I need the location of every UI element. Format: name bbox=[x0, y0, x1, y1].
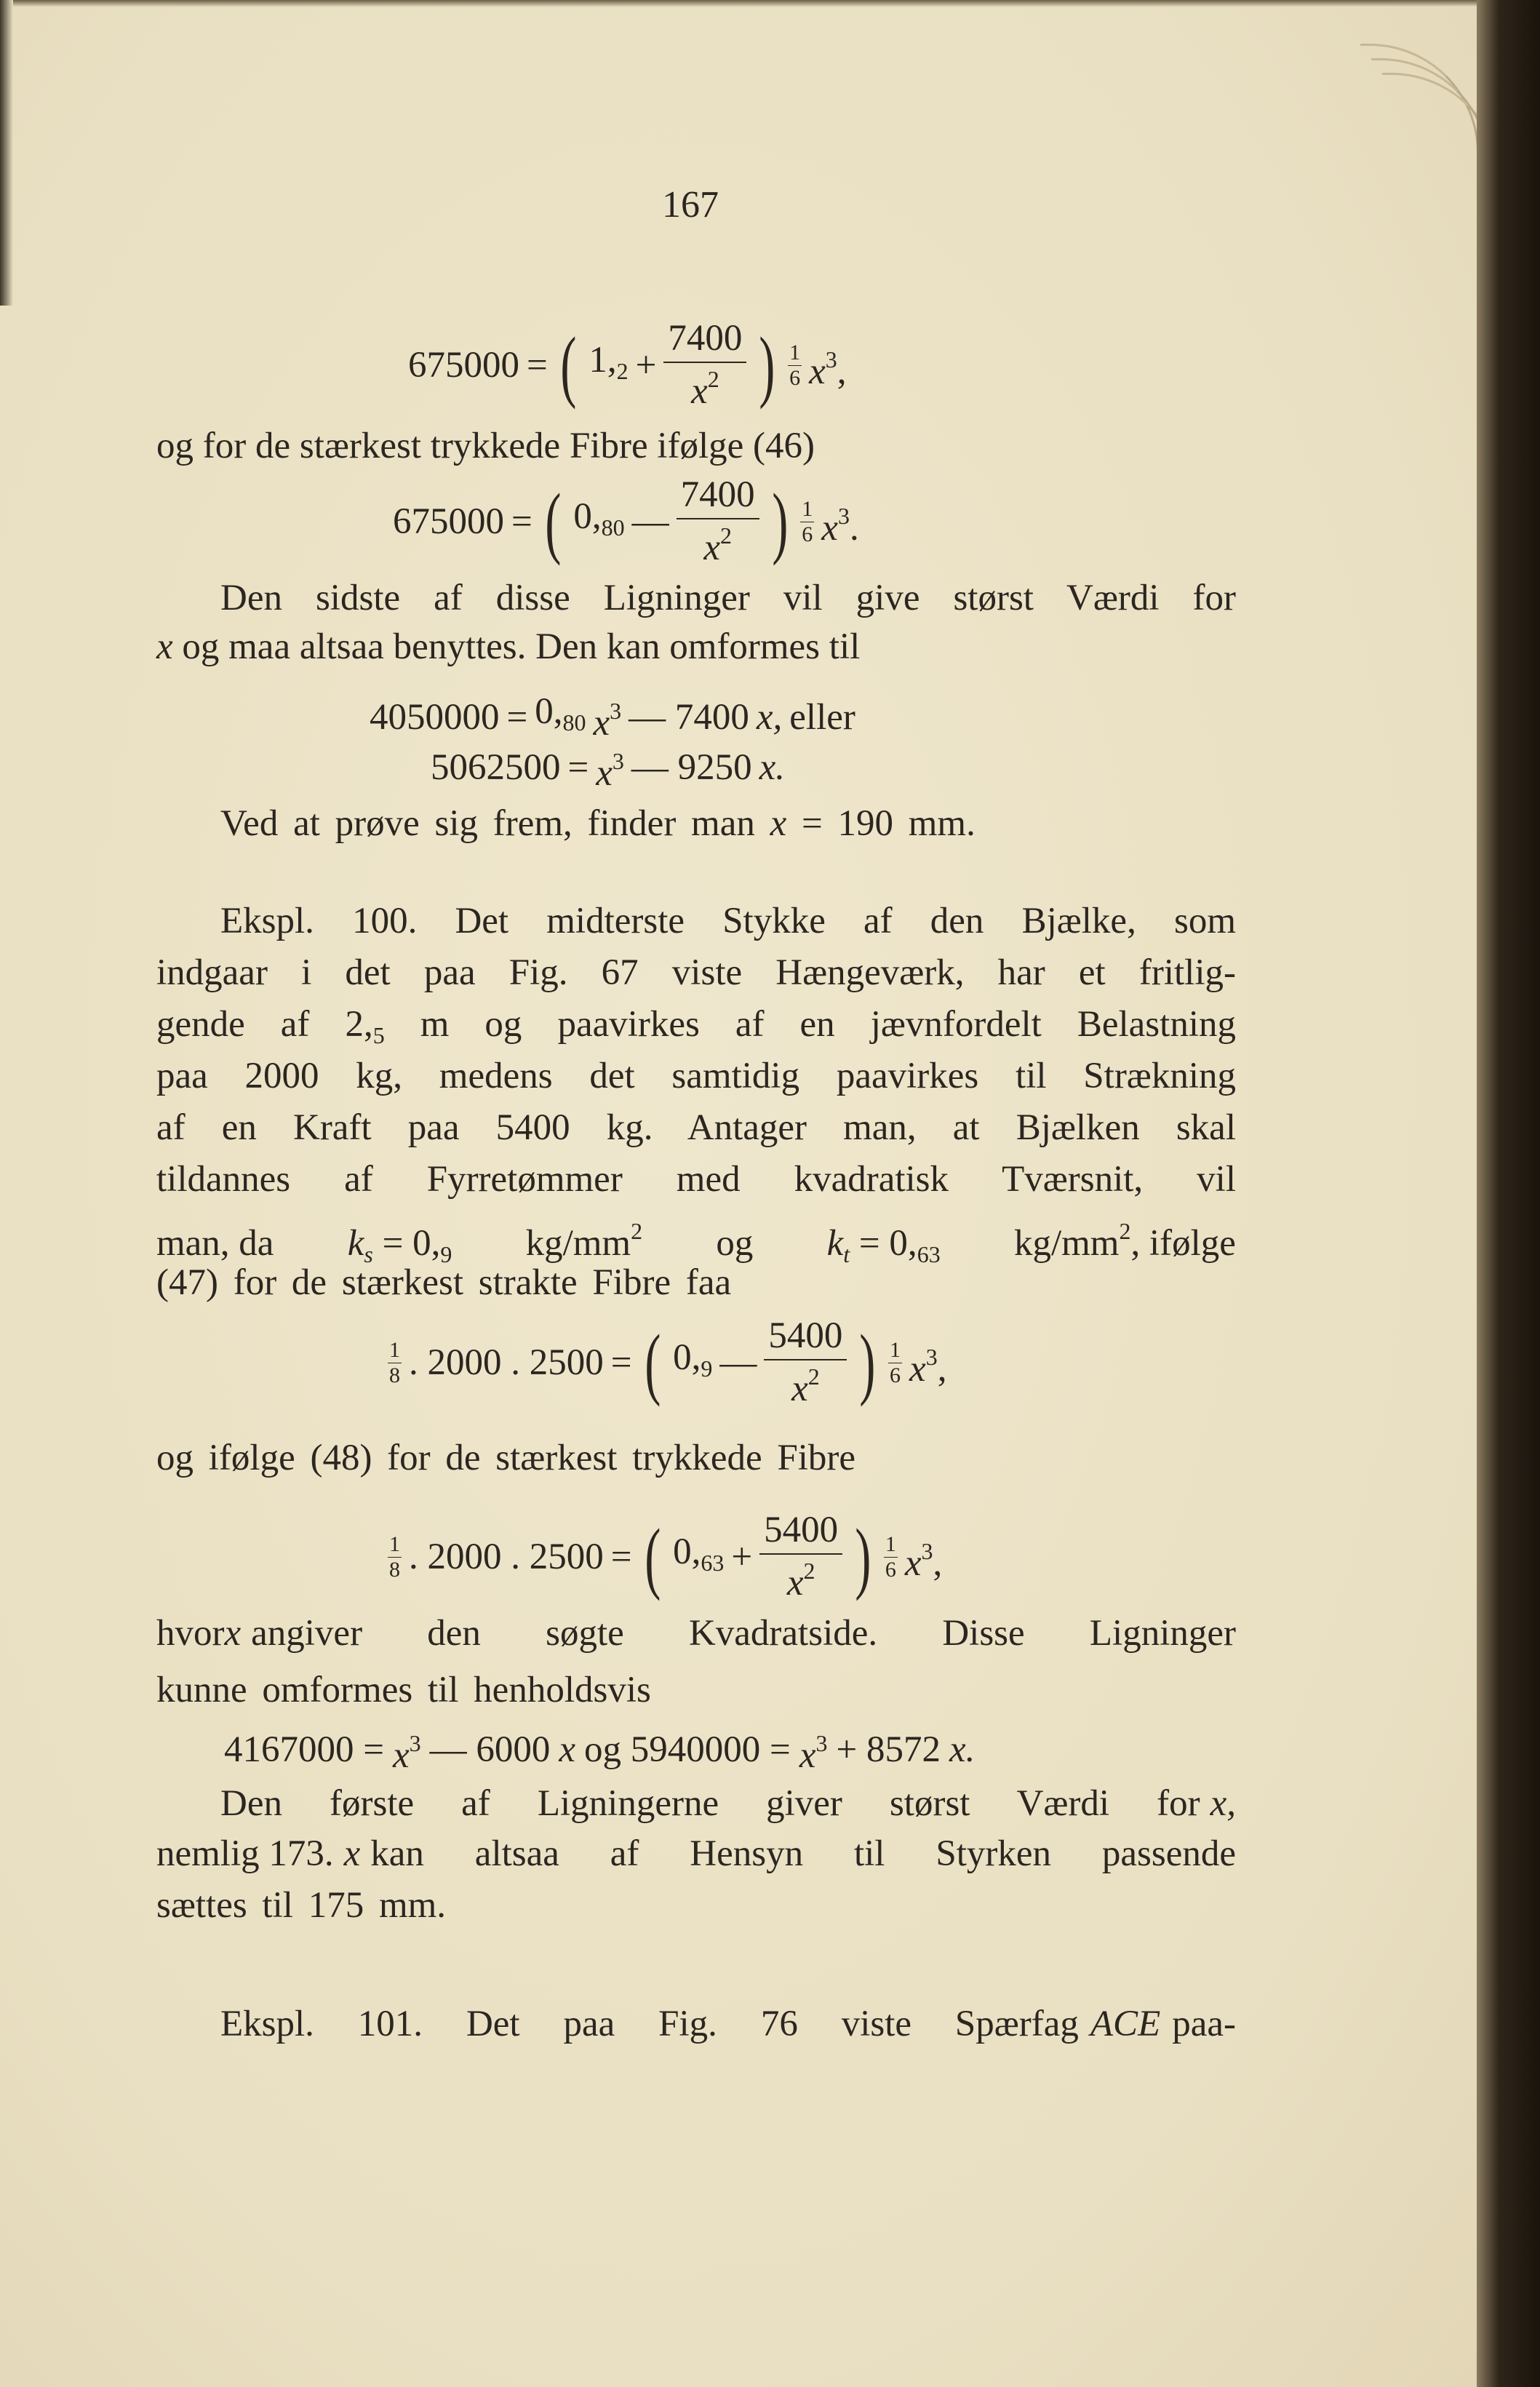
eq-var bbox=[905, 1529, 942, 1585]
term: 1, bbox=[589, 339, 617, 380]
text: m og paavirkes af en jævnfordelt Belastning bbox=[420, 1004, 1236, 1045]
text: kg/mm bbox=[1013, 1223, 1120, 1264]
denominator: 8 bbox=[389, 1557, 400, 1582]
den-exp: 2 bbox=[707, 366, 719, 392]
text-line: (47) for de stærkest strakte Fibre faa bbox=[156, 1262, 732, 1303]
fraction-one-sixth bbox=[800, 498, 814, 546]
paren-open: ( bbox=[545, 477, 562, 566]
term-sub: 2 bbox=[616, 357, 629, 384]
tail: , bbox=[937, 1348, 947, 1390]
var: x, bbox=[756, 696, 783, 738]
text: angiver den søgte Kvadratside. Disse Ligninger bbox=[251, 1613, 1236, 1654]
fraction-one-sixth bbox=[884, 1531, 898, 1582]
den-var: x bbox=[703, 527, 720, 568]
numerator: 1 bbox=[885, 1531, 896, 1556]
text: Ved at prøve sig frem, finder man bbox=[220, 803, 755, 844]
var: k bbox=[826, 1223, 844, 1264]
var: x bbox=[904, 1542, 922, 1584]
eq-text: — 6000 bbox=[429, 1729, 551, 1770]
text: man, da bbox=[156, 1223, 274, 1264]
var: x bbox=[821, 507, 838, 549]
operator: + bbox=[635, 345, 657, 386]
text-line bbox=[156, 625, 1236, 669]
text-line: af en Kraft paa 5400 kg. Antager man, at Bjælken skal bbox=[156, 1107, 1236, 1148]
var-exp: 3 bbox=[612, 748, 624, 774]
text: og maa altsaa benyttes. Den kan omformes til bbox=[182, 626, 861, 667]
text-line: indgaar i det paa Fig. 67 viste Hængeværk, har et fritlig- bbox=[156, 952, 1236, 993]
equation-6 bbox=[388, 1512, 942, 1602]
eq-lhs: 675000 bbox=[393, 501, 504, 542]
den-var: x bbox=[691, 371, 708, 412]
unit bbox=[1014, 1209, 1236, 1265]
den-exp: 2 bbox=[719, 522, 732, 549]
var: x bbox=[393, 1735, 410, 1776]
var: x bbox=[809, 351, 826, 392]
unit bbox=[526, 1209, 643, 1265]
equation-3 bbox=[370, 689, 855, 745]
page-number: 167 bbox=[662, 184, 719, 226]
tail: , bbox=[933, 1542, 943, 1584]
text-line: og ifølge (48) for de stærkest trykkede Fibre bbox=[156, 1438, 856, 1478]
var: x bbox=[770, 803, 787, 844]
eq-var bbox=[594, 689, 622, 745]
eq-sign: = bbox=[567, 746, 589, 788]
text-line: Den sidste af disse Ligninger vil give størst Værdi for bbox=[220, 578, 1236, 618]
text-line: kunne omformes til henholdsvis bbox=[156, 1670, 651, 1710]
operator: + bbox=[731, 1537, 753, 1577]
var: x bbox=[156, 626, 173, 667]
text: Den første af Ligningerne giver størst Værdi for bbox=[220, 1783, 1200, 1824]
eq-term bbox=[673, 1336, 712, 1390]
text-line: paa 2000 kg, medens det samtidig paavirkes til Strækning bbox=[156, 1056, 1236, 1096]
fraction bbox=[764, 1315, 847, 1409]
text-line bbox=[220, 2002, 1236, 2046]
den-var: x bbox=[791, 1368, 808, 1409]
equation-7 bbox=[224, 1721, 975, 1777]
term: 0, bbox=[573, 495, 602, 537]
var: x. bbox=[949, 1729, 976, 1770]
denominator: 8 bbox=[389, 1363, 400, 1387]
label-ace: ACE bbox=[1090, 2004, 1161, 2044]
eq-sign: = bbox=[610, 1342, 632, 1383]
equation-5 bbox=[388, 1315, 947, 1409]
paren-open: ( bbox=[644, 1513, 661, 1601]
eq-sign: = bbox=[506, 696, 528, 738]
equation-1 bbox=[408, 320, 846, 410]
text-line bbox=[156, 1832, 1236, 1876]
numerator: 1 bbox=[389, 1337, 400, 1362]
var: x bbox=[799, 1735, 816, 1776]
var-exp: 3 bbox=[825, 346, 837, 372]
paren-close: ) bbox=[859, 1318, 876, 1407]
denominator bbox=[787, 1555, 815, 1602]
eq-lhs: 4050000 bbox=[370, 696, 500, 738]
denominator: 6 bbox=[885, 1557, 896, 1582]
text-line: tildannes af Fyrretømmer med kvadratisk Tværsnit, vil bbox=[156, 1159, 1236, 1200]
eq-sign: = bbox=[511, 501, 532, 542]
eq-var bbox=[596, 739, 624, 795]
fraction-one-eighth bbox=[388, 1531, 402, 1582]
eq-term: — 9250 bbox=[631, 746, 752, 788]
sub: s bbox=[364, 1241, 373, 1267]
text: , ifølge bbox=[1130, 1223, 1236, 1264]
text-line: sættes til 175 mm. bbox=[156, 1885, 447, 1926]
den-exp: 2 bbox=[807, 1363, 820, 1390]
paren-open: ( bbox=[644, 1318, 661, 1407]
term: 0, bbox=[535, 691, 563, 732]
var: x bbox=[596, 753, 613, 794]
var-exp: 3 bbox=[925, 1343, 938, 1370]
eq-lhs: . 2000 . 2500 bbox=[409, 1342, 604, 1383]
paren-close: ) bbox=[855, 1513, 871, 1601]
var: x bbox=[224, 1613, 242, 1654]
var: x. bbox=[759, 746, 786, 788]
eq-lhs: . 2000 . 2500 bbox=[409, 1537, 604, 1577]
eq-sign: = bbox=[610, 1537, 632, 1577]
text-line: og for de stærkest trykkede Fibre ifølge (46) bbox=[156, 426, 815, 466]
eq-tail: eller bbox=[789, 696, 855, 738]
numerator: 7400 bbox=[663, 320, 746, 363]
text: kan altsaa af Hensyn til Styrken passende bbox=[370, 1833, 1236, 1874]
eq-term: — 7400 bbox=[629, 696, 749, 738]
numerator: 1 bbox=[789, 340, 801, 364]
eq-var bbox=[821, 494, 858, 550]
var: x bbox=[909, 1348, 926, 1390]
den-exp: 2 bbox=[803, 1558, 815, 1584]
page-edge-left bbox=[0, 0, 13, 306]
term: 0, bbox=[673, 1531, 701, 1572]
paren-close: ) bbox=[759, 321, 775, 410]
sub: 9 bbox=[440, 1241, 452, 1267]
text: Ekspl. 101. Det paa Fig. 76 viste Spærfag bbox=[220, 2004, 1079, 2044]
paren-open: ( bbox=[560, 321, 577, 410]
eq-var bbox=[909, 1335, 946, 1391]
eq-text: og 5940000 = bbox=[584, 1729, 791, 1770]
page-edge-top bbox=[0, 0, 1540, 7]
text-line bbox=[156, 1003, 1236, 1057]
eq-term bbox=[535, 690, 586, 744]
var: x bbox=[559, 1729, 576, 1770]
operator: — bbox=[719, 1342, 757, 1383]
eq-term bbox=[589, 338, 628, 393]
sup: 2 bbox=[631, 1218, 643, 1244]
sub: 63 bbox=[917, 1241, 941, 1267]
text-line bbox=[156, 1611, 1236, 1655]
text: = 190 mm. bbox=[802, 803, 976, 844]
denominator bbox=[791, 1360, 820, 1408]
text-line: Ekspl. 100. Det midterste Stykke af den Bjælke, som bbox=[220, 901, 1236, 941]
numerator: 1 bbox=[802, 496, 813, 521]
fraction-one-sixth bbox=[788, 342, 802, 389]
book-binding-edge bbox=[1477, 0, 1540, 2387]
var-exp: 3 bbox=[409, 1730, 421, 1756]
numerator: 5400 bbox=[759, 1512, 842, 1555]
fraction bbox=[663, 320, 746, 410]
eq-text: + 8572 bbox=[836, 1729, 941, 1770]
sup: 2 bbox=[1119, 1218, 1131, 1244]
fraction-one-eighth bbox=[388, 1339, 402, 1387]
tail: , bbox=[837, 351, 847, 392]
text: paa- bbox=[1172, 2004, 1236, 2044]
numerator: 5400 bbox=[764, 1318, 847, 1360]
sub: 5 bbox=[372, 1022, 385, 1048]
text: nemlig 173. bbox=[156, 1833, 334, 1874]
term-sub: 80 bbox=[601, 514, 625, 541]
text: gende af 2, bbox=[156, 1004, 373, 1045]
fraction bbox=[677, 474, 759, 568]
var: x bbox=[593, 703, 610, 744]
eq-text: 4167000 = bbox=[224, 1729, 385, 1770]
text-line bbox=[220, 1782, 1236, 1825]
denominator bbox=[703, 519, 732, 567]
term: 0, bbox=[673, 1336, 701, 1378]
eq-lhs: 675000 bbox=[408, 345, 519, 386]
sub: t bbox=[843, 1241, 850, 1267]
paren-close: ) bbox=[771, 477, 788, 566]
numerator: 7400 bbox=[677, 477, 759, 519]
var: x bbox=[343, 1833, 361, 1874]
denominator: 6 bbox=[789, 365, 801, 390]
var: x, bbox=[1210, 1783, 1236, 1824]
var-exp: 3 bbox=[815, 1730, 828, 1756]
var-exp: 3 bbox=[610, 698, 622, 724]
eq-sign: = bbox=[527, 345, 548, 386]
var-exp: 3 bbox=[921, 1537, 933, 1564]
var-exp: 3 bbox=[837, 502, 850, 529]
var: k bbox=[347, 1223, 364, 1264]
operator: — bbox=[631, 501, 669, 542]
term-sub: 9 bbox=[701, 1355, 713, 1382]
denominator: 6 bbox=[890, 1363, 901, 1387]
equation-2 bbox=[393, 474, 859, 568]
text: og bbox=[716, 1223, 754, 1264]
denominator: 6 bbox=[802, 522, 813, 546]
eq-term bbox=[573, 495, 624, 549]
text-line bbox=[220, 802, 1236, 845]
tail: . bbox=[849, 507, 859, 549]
eq-var bbox=[809, 338, 846, 394]
denominator bbox=[691, 363, 719, 410]
numerator: 1 bbox=[890, 1337, 901, 1362]
text: = 0, bbox=[858, 1223, 917, 1264]
eq-lhs: 5062500 bbox=[431, 746, 561, 788]
den-var: x bbox=[786, 1563, 804, 1603]
term-sub: 63 bbox=[701, 1549, 725, 1576]
text: kg/mm bbox=[525, 1223, 631, 1264]
text: = 0, bbox=[382, 1223, 441, 1264]
numerator: 1 bbox=[389, 1531, 400, 1556]
fraction-one-sixth bbox=[888, 1339, 902, 1387]
text: hvor bbox=[156, 1613, 225, 1654]
eq-term bbox=[673, 1530, 724, 1585]
term-sub: 80 bbox=[562, 709, 586, 736]
fraction bbox=[759, 1512, 842, 1602]
equation-4 bbox=[431, 739, 785, 795]
